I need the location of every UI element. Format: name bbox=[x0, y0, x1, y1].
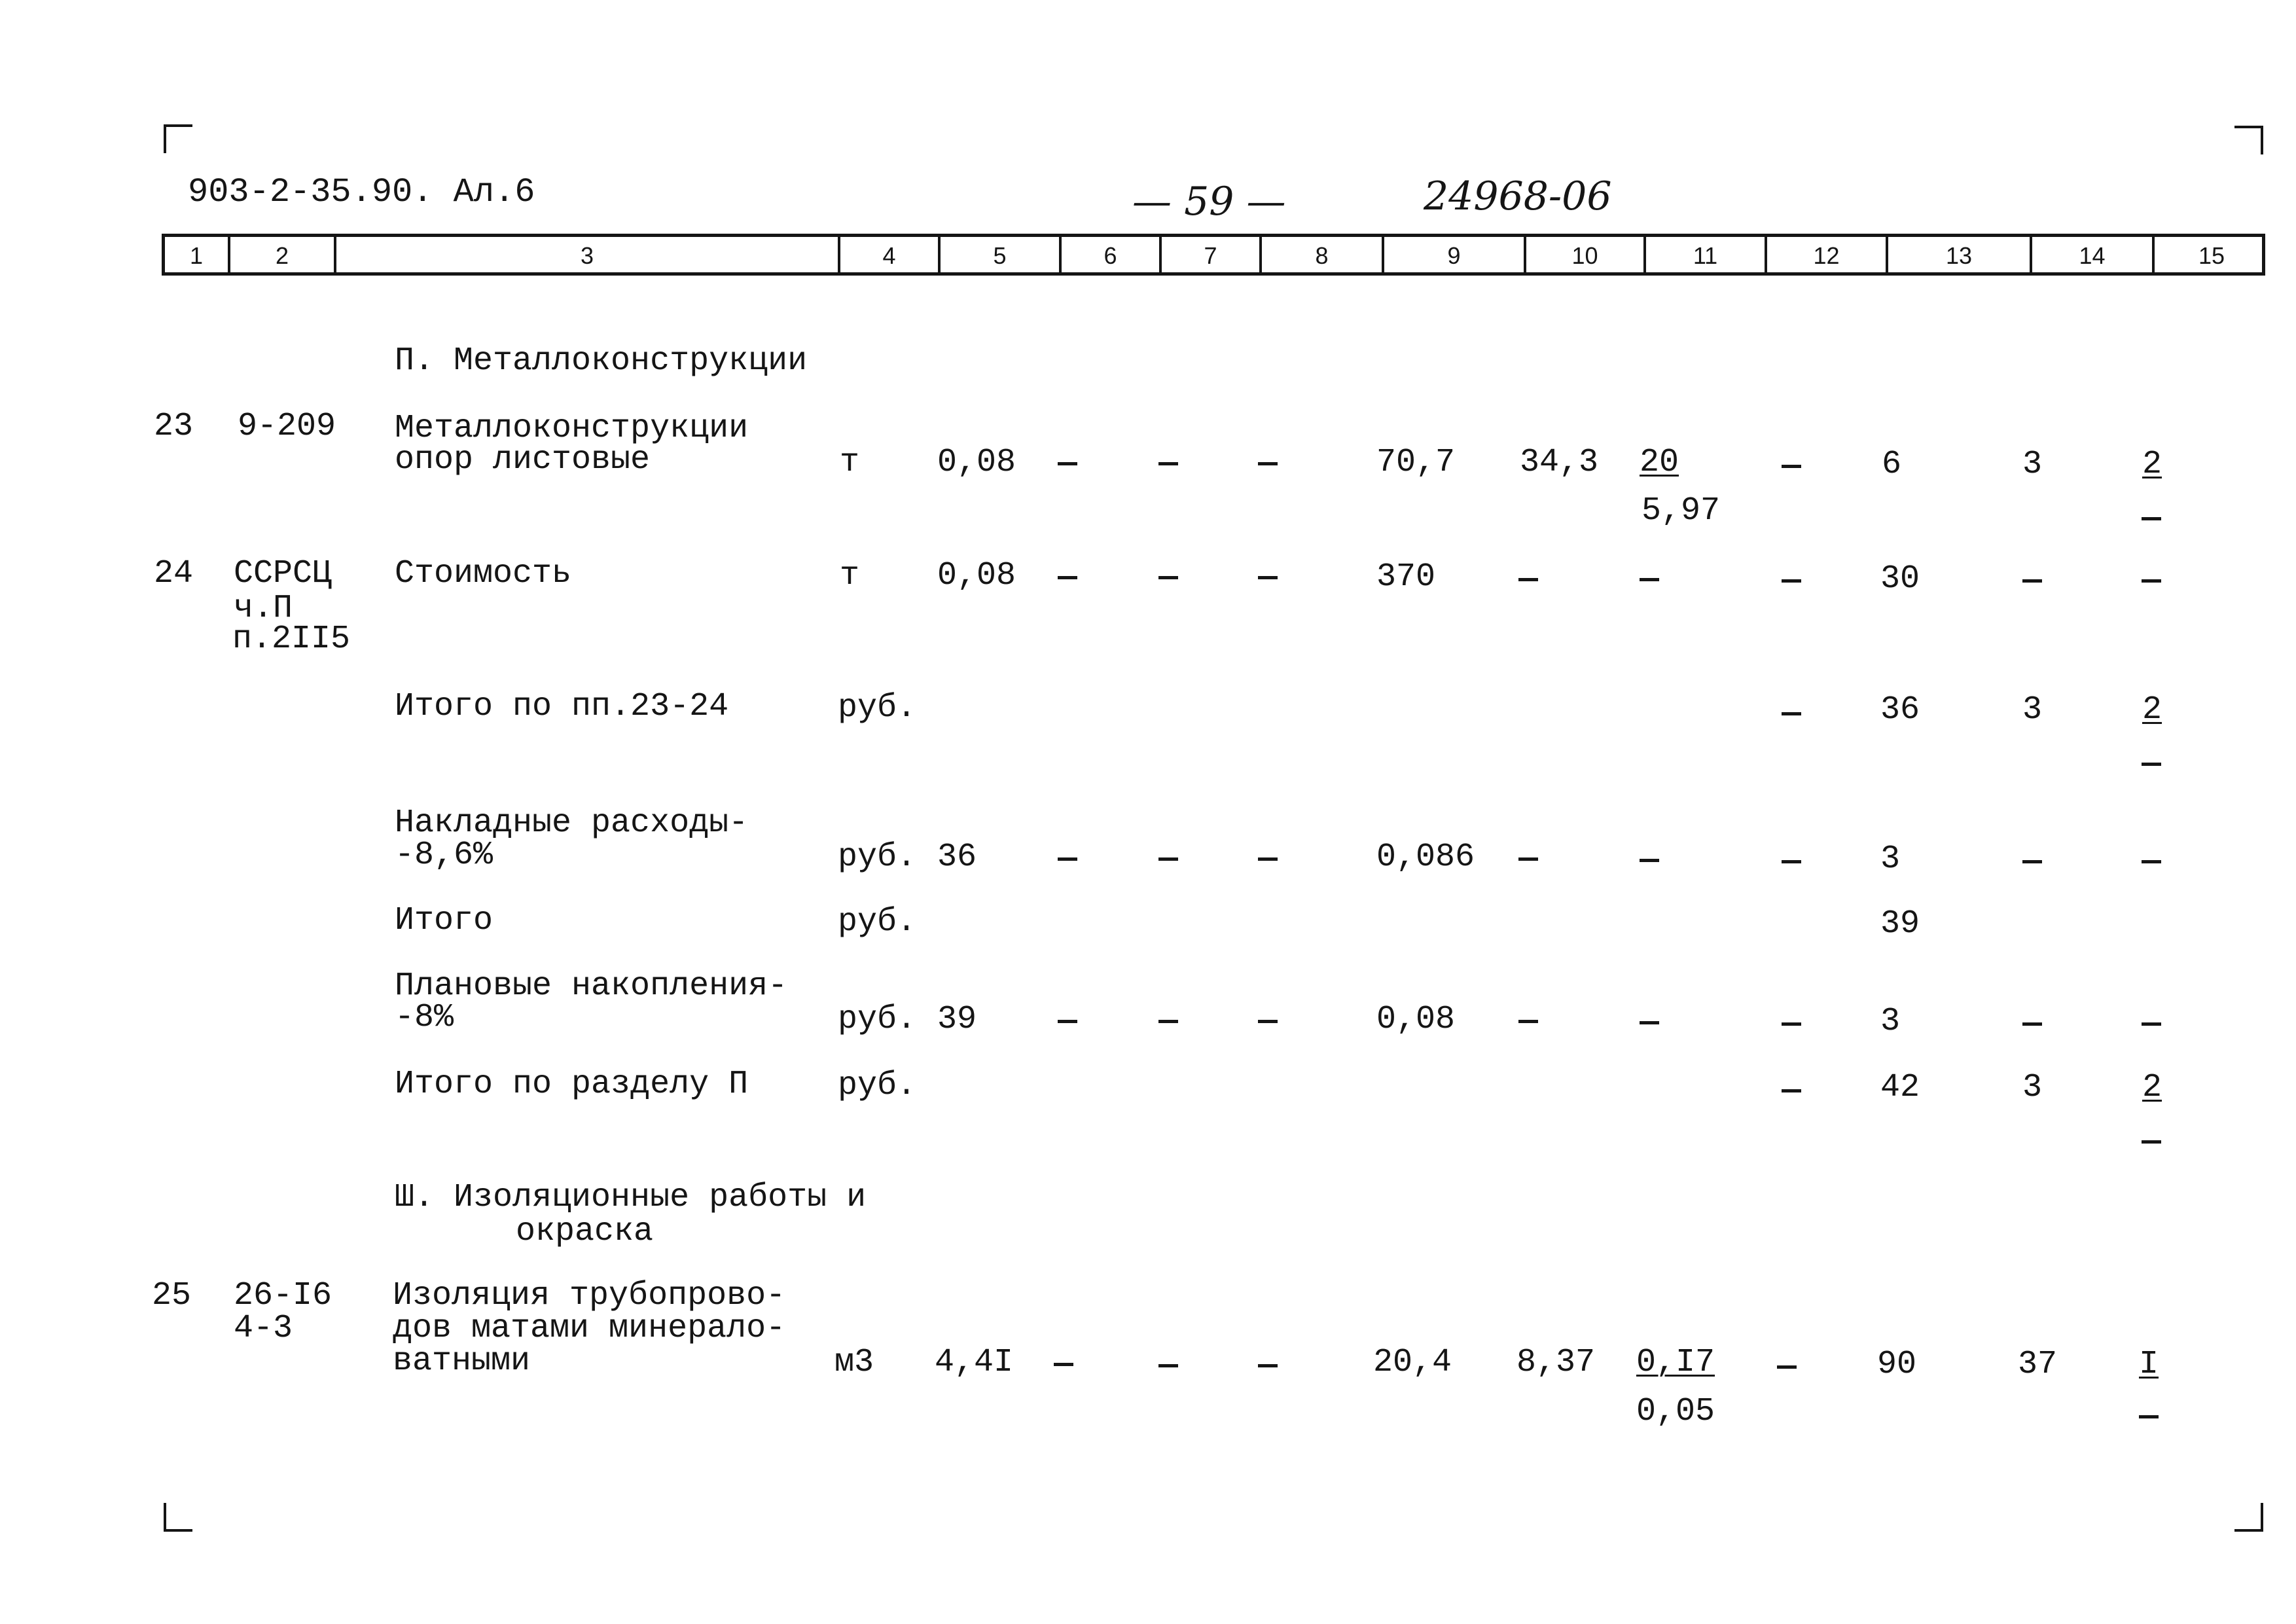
column-number-cell: 5 bbox=[941, 237, 1062, 272]
section-title: Ш. Изоляционные работы и bbox=[395, 1179, 867, 1216]
column-number-row bbox=[162, 234, 2265, 276]
item-name: опор листовые bbox=[395, 441, 651, 478]
dash-mark bbox=[2139, 1415, 2159, 1418]
dash-mark bbox=[1058, 462, 1077, 465]
dash-mark bbox=[1158, 576, 1178, 579]
unit: руб. bbox=[838, 1067, 917, 1104]
unit: руб. bbox=[838, 1001, 917, 1038]
cell-col15: 2 bbox=[2142, 1069, 2162, 1106]
item-name: -8% bbox=[395, 999, 454, 1036]
column-number-cell: 8 bbox=[1262, 237, 1384, 272]
rate-code: 26-I6 bbox=[234, 1277, 332, 1314]
cell-col14: 3 bbox=[2022, 1069, 2043, 1106]
cell-col13: 36 bbox=[1880, 691, 1920, 729]
dash-mark bbox=[1640, 859, 1659, 862]
dash-mark bbox=[1058, 576, 1077, 579]
rate-code: п.2II5 bbox=[232, 621, 351, 658]
item-name: Накладные расходы- bbox=[395, 804, 749, 842]
item-name: Металлоконструкции bbox=[395, 410, 749, 447]
column-number-cell: 7 bbox=[1162, 237, 1262, 272]
quantity: 0,08 bbox=[937, 557, 1016, 594]
dash-mark bbox=[1782, 1022, 1801, 1026]
dash-mark bbox=[2142, 579, 2161, 583]
cell-col15: 2 bbox=[2142, 446, 2162, 483]
dash-mark bbox=[1777, 1365, 1797, 1369]
column-number-cell: 4 bbox=[840, 237, 941, 272]
dash-mark bbox=[2022, 579, 2042, 583]
dash-mark bbox=[2142, 1022, 2161, 1026]
dash-mark bbox=[1158, 1020, 1178, 1023]
quantity: 0,08 bbox=[937, 444, 1016, 481]
corner-mark-bottom-left bbox=[164, 1503, 192, 1532]
registration-number: 24968-06 bbox=[1424, 173, 1612, 219]
cell-col11-top: 20 bbox=[1640, 444, 1679, 481]
cell-col10: 8,37 bbox=[1516, 1344, 1596, 1381]
cell-col15: I bbox=[2139, 1346, 2159, 1383]
rate-code: 9-209 bbox=[238, 408, 336, 445]
cell-col9: 20,4 bbox=[1373, 1344, 1452, 1381]
item-name: -8,6% bbox=[395, 837, 493, 874]
row-number: 24 bbox=[154, 555, 194, 592]
item-name: Итого bbox=[395, 902, 493, 939]
item-name: дов матами минерало- bbox=[393, 1310, 786, 1347]
column-number-cell: 10 bbox=[1526, 237, 1646, 272]
cell-col14: 3 bbox=[2022, 691, 2043, 729]
rate-code: 4-3 bbox=[234, 1310, 293, 1347]
dash-mark bbox=[1058, 1020, 1077, 1023]
unit: руб. bbox=[838, 689, 917, 727]
cell-col13: 90 bbox=[1877, 1346, 1917, 1383]
dash-mark bbox=[1158, 857, 1178, 861]
dash-mark bbox=[2142, 517, 2161, 520]
cell-col15: 2 bbox=[2142, 691, 2162, 729]
column-number-cell: 14 bbox=[2032, 237, 2155, 272]
dash-mark bbox=[1518, 1020, 1538, 1023]
column-number-cell: 3 bbox=[336, 237, 840, 272]
cell-col14: 3 bbox=[2022, 446, 2043, 483]
item-name: ватными bbox=[393, 1343, 531, 1380]
cell-col9: 370 bbox=[1376, 558, 1436, 596]
column-number-cell: 13 bbox=[1888, 237, 2032, 272]
item-name: Плановые накопления- bbox=[395, 967, 788, 1005]
cell-col9: 70,7 bbox=[1376, 444, 1456, 481]
dash-mark bbox=[2142, 860, 2161, 863]
dash-mark bbox=[2142, 1140, 2161, 1144]
dash-mark bbox=[2022, 1022, 2042, 1026]
unit: руб. bbox=[838, 839, 917, 876]
column-number-cell: 2 bbox=[230, 237, 336, 272]
cell-col9: 0,08 bbox=[1376, 1001, 1456, 1038]
dash-mark bbox=[1782, 860, 1801, 863]
corner-mark-bottom-right bbox=[2234, 1503, 2263, 1532]
cell-col13: 30 bbox=[1880, 560, 1920, 598]
rate-code: ч.П bbox=[234, 590, 293, 627]
section-title: П. Металлоконструкции bbox=[395, 342, 808, 380]
dash-mark bbox=[1782, 1089, 1801, 1092]
cell-col13: 6 bbox=[1882, 446, 1902, 483]
quantity: 39 bbox=[937, 1001, 977, 1038]
dash-mark bbox=[1640, 1021, 1659, 1024]
row-number: 23 bbox=[154, 408, 194, 445]
dash-mark bbox=[1054, 1363, 1073, 1366]
item-name: Изоляция трубопрово- bbox=[393, 1277, 786, 1314]
dash-mark bbox=[1258, 462, 1278, 465]
dash-mark bbox=[1258, 857, 1278, 861]
item-name: Стоимость bbox=[395, 555, 572, 592]
unit: т bbox=[840, 444, 860, 481]
unit: т bbox=[840, 557, 860, 594]
column-number-cell: 9 bbox=[1384, 237, 1526, 272]
section-title: окраска bbox=[516, 1213, 654, 1250]
cell-col11-bottom: 0,05 bbox=[1636, 1393, 1715, 1430]
dash-mark bbox=[2022, 860, 2042, 863]
row-number: 25 bbox=[152, 1277, 192, 1314]
rate-code: ССРСЦ bbox=[234, 555, 332, 592]
corner-mark-top-right bbox=[2234, 126, 2263, 154]
cell-col14: 37 bbox=[2018, 1346, 2058, 1383]
dash-mark bbox=[1158, 462, 1178, 465]
dash-mark bbox=[1640, 578, 1659, 581]
cell-col10: 34,3 bbox=[1520, 444, 1599, 481]
dash-mark bbox=[1518, 857, 1538, 861]
item-name: Итого по пп.23-24 bbox=[395, 688, 729, 725]
dash-mark bbox=[1258, 1364, 1278, 1367]
dash-mark bbox=[1782, 579, 1801, 583]
dash-mark bbox=[1258, 576, 1278, 579]
document-code: 903-2-35.90. Ал.6 bbox=[188, 173, 535, 211]
dash-mark bbox=[1782, 712, 1801, 715]
cell-col13: 42 bbox=[1880, 1069, 1920, 1106]
corner-mark-top-left bbox=[164, 124, 192, 153]
column-number-cell: 11 bbox=[1646, 237, 1767, 272]
dash-mark bbox=[2142, 763, 2161, 766]
column-number-cell: 15 bbox=[2198, 242, 2225, 269]
dash-mark bbox=[1518, 578, 1538, 581]
cell-col9: 0,086 bbox=[1376, 839, 1475, 876]
column-number-cell: 1 bbox=[165, 237, 230, 272]
unit: руб. bbox=[838, 903, 917, 941]
cell-col11-bottom: 5,97 bbox=[1641, 492, 1721, 530]
dash-mark bbox=[1782, 465, 1801, 468]
unit: м3 bbox=[834, 1344, 874, 1381]
quantity: 4,4I bbox=[935, 1344, 1014, 1381]
cell-col13: 3 bbox=[1880, 1003, 1901, 1040]
dash-mark bbox=[1058, 857, 1077, 861]
column-number-cell: 12 bbox=[1767, 237, 1888, 272]
cell-col11-top: 0,I7 bbox=[1636, 1344, 1715, 1381]
cell-col13: 3 bbox=[1880, 840, 1901, 878]
page-number: — 59 — bbox=[1132, 179, 1286, 225]
column-number-cell: 6 bbox=[1062, 237, 1162, 272]
dash-mark bbox=[1158, 1364, 1178, 1367]
cell-col13: 39 bbox=[1880, 905, 1920, 943]
quantity: 36 bbox=[937, 839, 977, 876]
dash-mark bbox=[1258, 1020, 1278, 1023]
item-name: Итого по разделу П bbox=[395, 1066, 749, 1103]
